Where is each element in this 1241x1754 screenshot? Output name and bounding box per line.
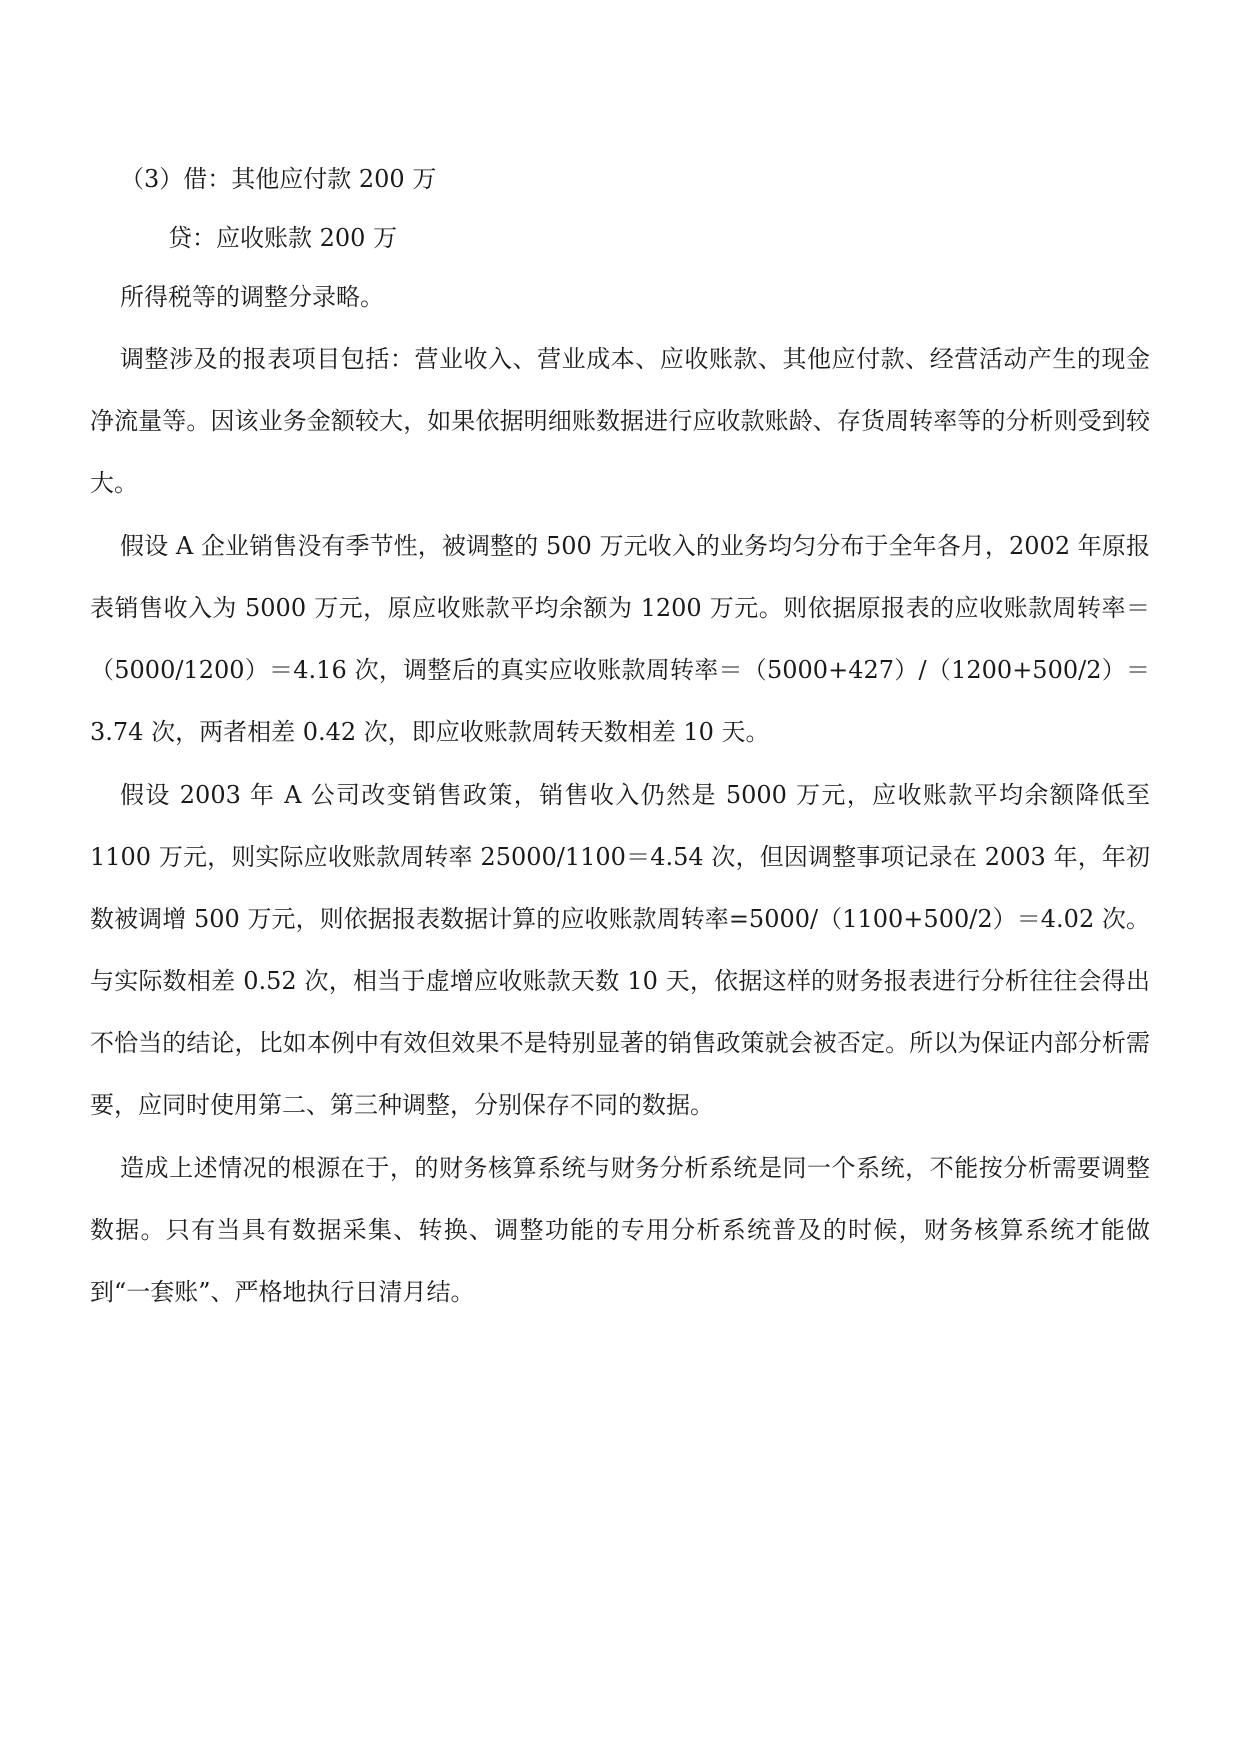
journal-credit-line: 贷：应收账款 200 万 [168,224,398,252]
journal-debit-line: （3）借：其他应付款 200 万 [120,165,437,193]
document-body [90,150,1150,1323]
paragraph-turnover-2002: 假设 A 企业销售没有季节性，被调整的 500 万元收入的业务均匀分布于全年各月，2002 年原报表销售收入为 5000 万元，原应收账款平均余额为 1200 万元。则依据原报表的应收账款周转率＝（5000/1200）＝4.16 次，调整后的真实应收账款周转率＝（5000+427）/（1200+500/2）＝3.74 次，两者相差 0.42 次，即应收账款周转天数相差 10 天。 [90,532,1150,746]
paragraph-affected-items: 调整涉及的报表项目包括：营业收入、营业成本、应收账款、其他应付款、经营活动产生的现金净流量等。因该业务金额较大，如果依据明细账数据进行应收款账龄、存货周转率等的分析则受到较大。 [90,345,1150,497]
tax-adjustment-note: 所得税等的调整分录略。 [120,283,384,311]
paragraph-root-cause: 造成上述情况的根源在于，的财务核算系统与财务分析系统是同一个系统，不能按分析需要调整数据。只有当具有数据采集、转换、调整功能的专用分析系统普及的时候，财务核算系统才能做到“一套账”、严格地执行日清月结。 [90,1154,1150,1306]
paragraph-turnover-2003: 假设 2003 年 A 公司改变销售政策，销售收入仍然是 5000 万元，应收账款平均余额降低至 1100 万元，则实际应收账款周转率 25000/1100＝4.54 次，但因调整事项记录在 2003 年，年初数被调增 500 万元，则依据报表数据计算的应收账款周转率=5000/（1100+500/2）＝4.02 次。与实际数相差 0.52 次，相当于虚增应收账款天数 10 天，依据这样的财务报表进行分析往往会得出不恰当的结论，比如本例中有效但效果不是特别显著的销售政策就会被否定。所以为保证内部分析需要，应同时使用第二、第三种调整，分别保存不同的数据。 [90,781,1150,1119]
